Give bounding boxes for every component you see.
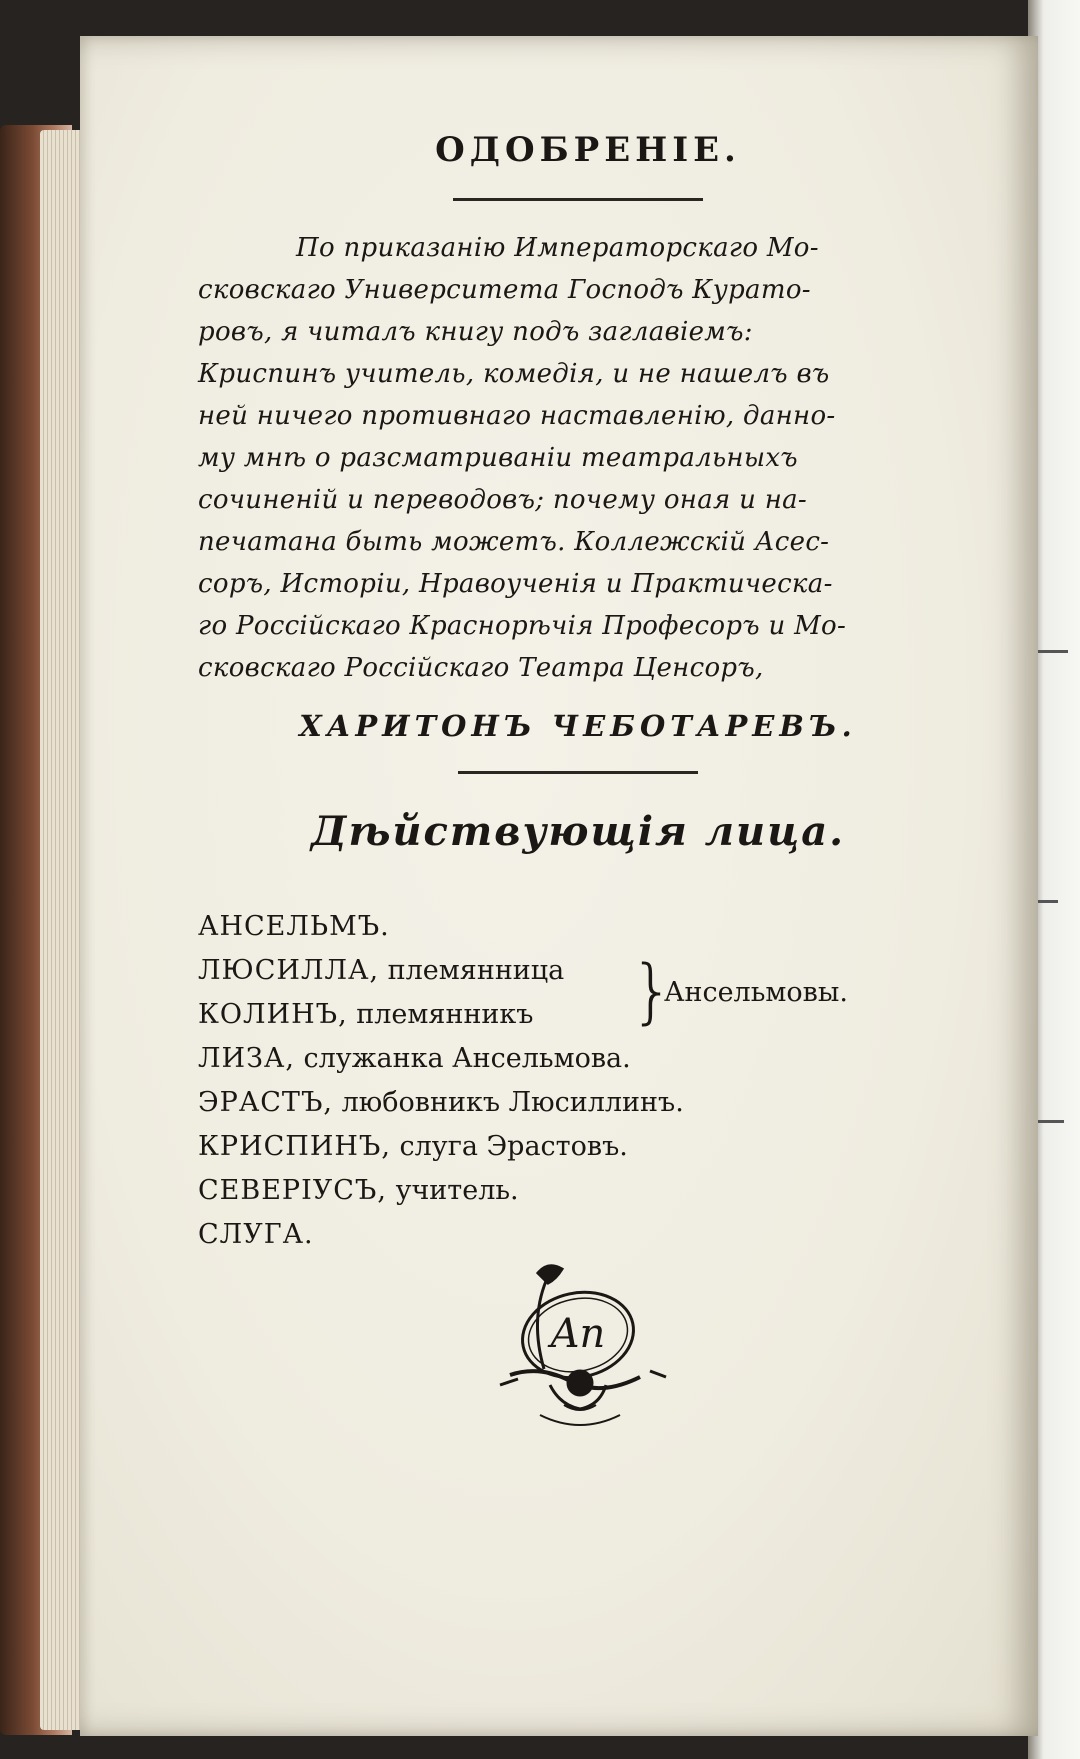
character-role: учитель. — [395, 1175, 519, 1206]
approval-line: печатана быть можетъ. Коллежскій Асес- — [198, 527, 830, 557]
character-name: КРИСПИНЪ, — [198, 1131, 391, 1162]
page-content — [198, 130, 958, 1257]
character-name: ЭРАСТЪ, — [198, 1087, 333, 1118]
title-divider — [453, 198, 703, 201]
approval-line: По приказанію Императорскаго Мо- — [296, 233, 819, 263]
censor-signature: ХАРИТОНЪ ЧЕБОТАРЕВЪ. — [299, 709, 857, 743]
character-role: служанка Ансельмова. — [303, 1043, 631, 1074]
approval-line: му мнѣ о разсматриваніи театральныхъ — [198, 443, 798, 473]
approval-text — [198, 227, 958, 689]
approval-line: соръ, Исторіи, Нравоученія и Практическа- — [198, 569, 833, 599]
character-role: племянникъ — [356, 999, 534, 1030]
cast-item — [198, 1037, 958, 1081]
approval-line: ровъ, я читалъ книгу подъ заглавіемъ: — [198, 317, 753, 347]
character-name: АНСЕЛЬМЪ. — [198, 911, 390, 942]
character-name: СЕВЕРІУСЪ, — [198, 1175, 387, 1206]
cast-item — [198, 1213, 958, 1257]
character-name: КОЛИНЪ, — [198, 999, 348, 1030]
cast-item — [198, 905, 958, 949]
section-divider — [458, 771, 698, 774]
approval-line: сковскаго Россійскаго Театра Ценсоръ, — [198, 653, 764, 683]
cast-heading: Дѣйствующія лица. — [310, 808, 846, 855]
character-name: СЛУГА. — [198, 1219, 314, 1250]
approval-line: го Россійскаго Краснорѣчія Професоръ и Мо- — [198, 611, 847, 641]
brace-icon: } — [630, 950, 675, 1032]
character-role: племянница — [387, 955, 565, 986]
approval-line: сочиненій и переводовъ; почему оная и на- — [198, 485, 808, 515]
group-label: Ансельмовы. — [664, 977, 848, 1008]
printer-monogram-emblem-icon — [480, 1255, 680, 1439]
character-name: ЛИЗА, — [198, 1043, 295, 1074]
character-name: ЛЮСИЛЛА, — [198, 955, 380, 986]
cast-list — [198, 905, 958, 1257]
approval-line: ней ничего противнаго наставленію, данно- — [198, 401, 836, 431]
character-role: слуга Эрастовъ. — [399, 1131, 628, 1162]
character-role: любовникъ Люсиллинъ. — [341, 1087, 684, 1118]
approval-title: ОДОБРЕНІЕ. — [435, 130, 741, 170]
emblem-monogram: An — [550, 1311, 606, 1357]
approval-line: сковскаго Университета Господъ Курато- — [198, 275, 811, 305]
cast-item — [198, 1169, 958, 1213]
cast-group — [198, 949, 958, 1037]
cast-item — [198, 1081, 958, 1125]
cast-item — [198, 1125, 958, 1169]
approval-line: Криспинъ учитель, комедія, и не нашелъ въ — [198, 359, 830, 389]
